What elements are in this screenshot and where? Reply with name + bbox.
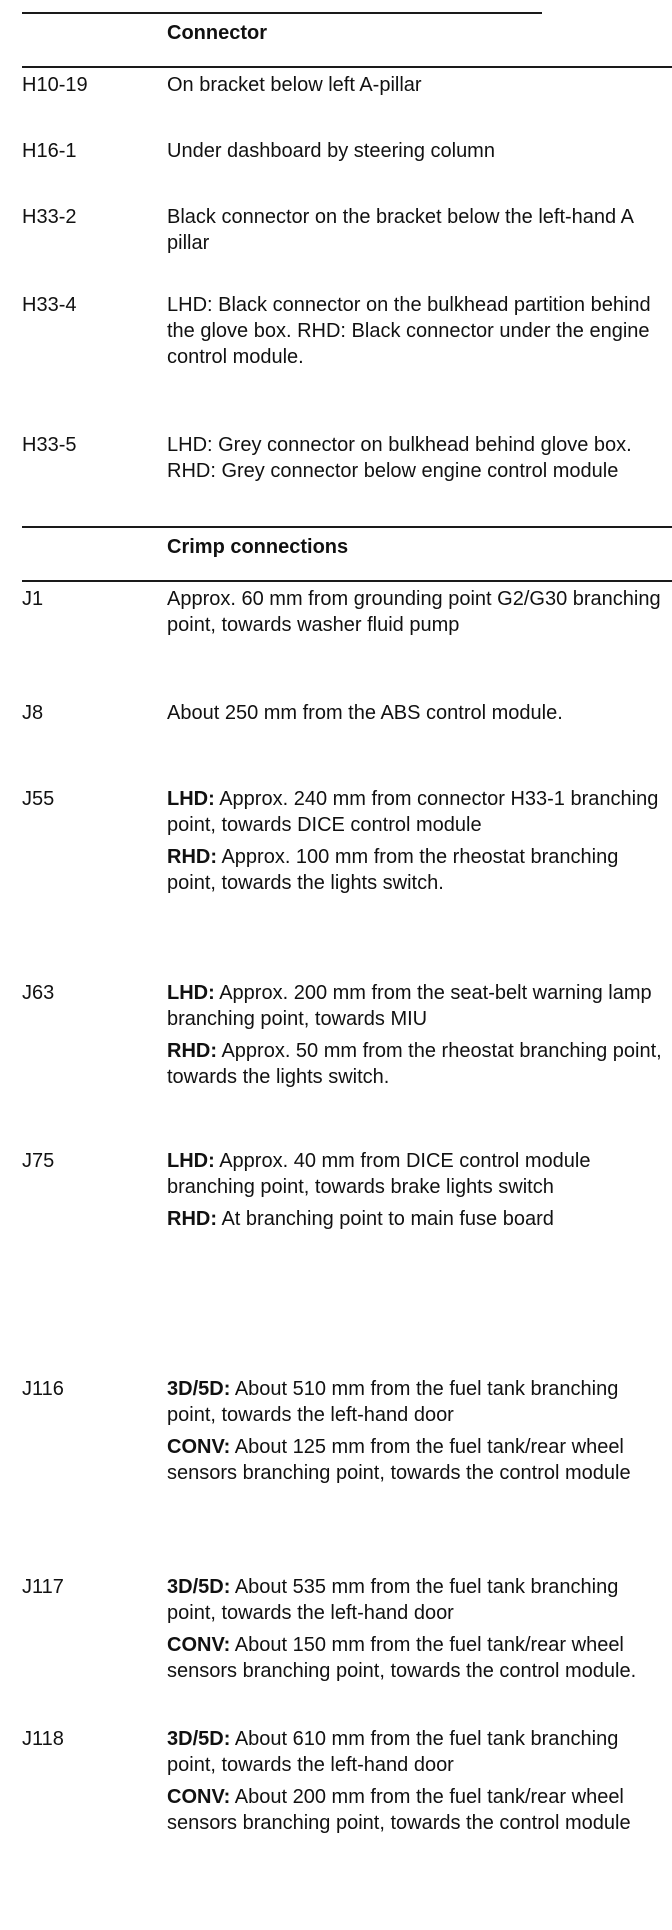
rhd-label: RHD: <box>167 1208 217 1230</box>
conv-label: CONV: <box>167 1634 231 1656</box>
connector-code: H33-2 <box>22 206 77 228</box>
crimp-code: J118 <box>22 1728 64 1750</box>
connector-location: On bracket below left A-pillar <box>167 74 422 96</box>
conv-text: About 125 mm from the fuel tank/rear wheel sensors branching point, towards the control module <box>167 1436 631 1484</box>
rhd-note <box>167 844 672 896</box>
connector-header-rule <box>22 66 672 68</box>
rhd-note <box>167 1206 672 1232</box>
connector-code: H33-5 <box>22 434 77 456</box>
crimp-code: J8 <box>22 702 44 724</box>
rhd-note <box>167 1038 672 1090</box>
rhd-text: Approx. 100 mm from the rheostat branching point, towards the lights switch. <box>167 846 619 894</box>
3d5d-text: About 510 mm from the fuel tank branching point, towards the left-hand door <box>167 1378 619 1426</box>
rhd-label: RHD: <box>167 1040 217 1062</box>
crimp-location <box>167 1376 672 1486</box>
crimp-top-rule <box>22 526 672 528</box>
top-rule <box>22 12 542 14</box>
crimp-code: J55 <box>22 788 55 810</box>
lhd-note <box>167 1148 672 1200</box>
3d5d-text: About 535 mm from the fuel tank branching point, towards the left-hand door <box>167 1576 619 1624</box>
crimp-code: J63 <box>22 982 55 1004</box>
lhd-text: Approx. 40 mm from DICE control module branching point, towards brake lights switch <box>167 1150 591 1198</box>
connector-section-title: Connector <box>167 22 267 44</box>
conv-text: About 200 mm from the fuel tank/rear wheel sensors branching point, towards the control module <box>167 1786 631 1834</box>
crimp-location <box>167 1574 672 1684</box>
3d5d-note <box>167 1376 672 1428</box>
conv-note <box>167 1632 672 1684</box>
lhd-text: Approx. 200 mm from the seat-belt warning lamp branching point, towards MIU <box>167 982 652 1030</box>
3d5d-label: 3D/5D: <box>167 1576 231 1598</box>
rhd-text: Approx. 50 mm from the rheostat branching point, towards the lights switch. <box>167 1040 662 1088</box>
conv-label: CONV: <box>167 1786 231 1808</box>
lhd-label: LHD: <box>167 982 215 1004</box>
crimp-location: About 250 mm from the ABS control module. <box>167 702 563 724</box>
lhd-text: Approx. 240 mm from connector H33-1 branching point, towards DICE control module <box>167 788 659 836</box>
crimp-code: J1 <box>22 588 44 610</box>
crimp-location <box>167 1726 672 1836</box>
rhd-text: At branching point to main fuse board <box>217 1208 554 1230</box>
lhd-note <box>167 786 672 838</box>
conv-label: CONV: <box>167 1436 231 1458</box>
3d5d-text: About 610 mm from the fuel tank branching point, towards the left-hand door <box>167 1728 619 1776</box>
crimp-header-rule <box>22 580 672 582</box>
crimp-location <box>167 1148 672 1232</box>
crimp-code: J75 <box>22 1150 55 1172</box>
crimp-code: J117 <box>22 1576 64 1598</box>
connector-location: LHD: Black connector on the bulkhead partition behind the glove box. RHD: Black connector under the engine control module. <box>167 294 651 368</box>
3d5d-note <box>167 1574 672 1626</box>
crimp-section-title: Crimp connections <box>167 536 349 558</box>
crimp-code: J116 <box>22 1378 64 1400</box>
connector-location: Black connector on the bracket below the left-hand A pillar <box>167 206 633 254</box>
3d5d-label: 3D/5D: <box>167 1378 231 1400</box>
conv-note <box>167 1784 672 1836</box>
connector-code: H10-19 <box>22 74 88 96</box>
crimp-location <box>167 980 672 1090</box>
connector-code: H16-1 <box>22 140 77 162</box>
lhd-note <box>167 980 672 1032</box>
rhd-label: RHD: <box>167 846 217 868</box>
conv-note <box>167 1434 672 1486</box>
3d5d-label: 3D/5D: <box>167 1728 231 1750</box>
lhd-label: LHD: <box>167 1150 215 1172</box>
crimp-location <box>167 786 672 896</box>
connector-location: LHD: Grey connector on bulkhead behind glove box. RHD: Grey connector below engine control module <box>167 434 632 482</box>
connector-code: H33-4 <box>22 294 77 316</box>
crimp-location: Approx. 60 mm from grounding point G2/G30 branching point, towards washer fluid pump <box>167 588 661 636</box>
connector-location: Under dashboard by steering column <box>167 140 495 162</box>
lhd-label: LHD: <box>167 788 215 810</box>
conv-text: About 150 mm from the fuel tank/rear wheel sensors branching point, towards the control module. <box>167 1634 637 1682</box>
3d5d-note <box>167 1726 672 1778</box>
